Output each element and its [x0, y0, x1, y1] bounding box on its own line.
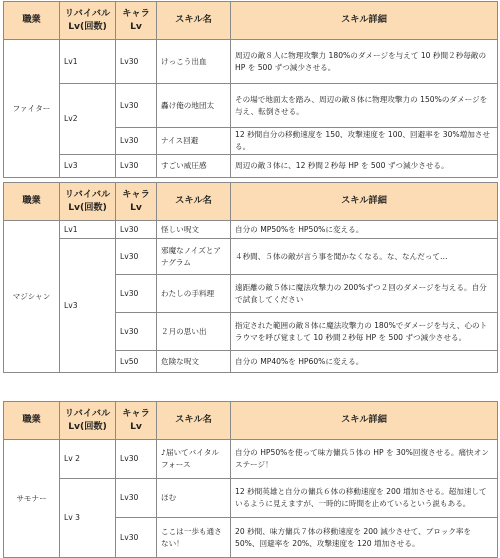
character-level: Lv30	[116, 275, 157, 313]
revival-level-header: リバイバル Lv(回数)	[60, 402, 116, 440]
skill-name-header: スキル名	[157, 402, 231, 440]
skill-name: ここは一歩も通さない！	[157, 518, 231, 558]
skill-name: すごい威圧感	[157, 155, 231, 178]
skill-name-header: スキル名	[157, 2, 231, 40]
revival-level: Lv3	[60, 239, 116, 373]
skill-name: けっこう出血	[157, 40, 231, 84]
character-level: Lv30	[116, 239, 157, 275]
character-level-header: キャラ Lv	[116, 183, 157, 221]
skill-detail: 自分の HP50%を使って味方傭兵５体の HP を 30%回復させる。痛快オンステージ！	[231, 440, 498, 479]
table-row	[4, 440, 498, 479]
skill-name: ２月の思い出	[157, 313, 231, 351]
revival-level: Lv 2	[60, 440, 116, 479]
job-name-magician: マジシャン	[4, 221, 60, 373]
skill-detail-header: スキル詳細	[231, 402, 498, 440]
skill-name: ♪届いてバイタルフォース	[157, 440, 231, 479]
fighter-skill-table	[3, 1, 498, 178]
skill-detail-header: スキル詳細	[231, 2, 498, 40]
skill-name: ナイス回避	[157, 128, 231, 155]
magician-skill-table	[3, 182, 498, 373]
skill-detail: ４秒間、５体の敵が言う事を聞かなくなる。な、なんだって…	[231, 239, 498, 275]
skill-detail: 20 秒間、味方傭兵７体の移動速度を 200 減少させて、ブロック率を 50%、回避率を 20%、攻撃速度を 120 増加させる。	[231, 518, 498, 558]
summoner-skill-table	[3, 401, 498, 558]
table-row	[4, 239, 498, 275]
character-level-header: キャラ Lv	[116, 2, 157, 40]
job-name-fighter: ファイター	[4, 40, 60, 178]
skill-name: 怪しい呪文	[157, 221, 231, 239]
job-name-summoner: サモナー	[4, 440, 60, 558]
character-level: Lv30	[116, 440, 157, 479]
character-level: Lv30	[116, 518, 157, 558]
header-row	[4, 2, 498, 40]
job-header: 職業	[4, 402, 60, 440]
skill-detail: 遠距離の敵５体に魔法攻撃力の 200%ずつ２回のダメージを与える。自分で試食してください	[231, 275, 498, 313]
character-level: Lv50	[116, 351, 157, 373]
table-row	[4, 479, 498, 518]
skill-name: 危険な呪文	[157, 351, 231, 373]
skill-name-header: スキル名	[157, 183, 231, 221]
character-level: Lv30	[116, 84, 157, 128]
skill-detail: 12 秒間英雄と自分の傭兵６体の移動速度を 200 増加させる。超加速しているように見えますが、一時的に時間を止めているという説もある。	[231, 479, 498, 518]
revival-level: Lv2	[60, 84, 116, 155]
character-level-header: キャラ Lv	[116, 402, 157, 440]
skill-name: わたしの手料理	[157, 275, 231, 313]
skill-name: 轟け俺の地団太	[157, 84, 231, 128]
skill-name: 邪魔なノイズとアナグラム	[157, 239, 231, 275]
header-row	[4, 183, 498, 221]
skill-detail: 指定された範囲の敵８体に魔法攻撃力の 180%でダメージを与え、心のトラウマを呼び覚まして 10 秒間２秒毎 HP を 500 ずつ減少させる。	[231, 313, 498, 351]
character-level: Lv30	[116, 313, 157, 351]
revival-level: Lv1	[60, 221, 116, 239]
character-level: Lv30	[116, 40, 157, 84]
character-level: Lv30	[116, 479, 157, 518]
table-row	[4, 40, 498, 84]
job-header: 職業	[4, 2, 60, 40]
table-row	[4, 221, 498, 239]
skill-detail: その場で地面太を踏み、周辺の敵８体に物理攻撃力の 150%のダメージを与え、転倒させる。	[231, 84, 498, 128]
skill-detail: 自分の MP40%を HP60%に変える。	[231, 351, 498, 373]
character-level: Lv30	[116, 155, 157, 178]
revival-level: Lv3	[60, 155, 116, 178]
skill-detail: 12 秒間自分の移動速度を 150、攻撃速度を 100、回避率を 30%増加させる。	[231, 128, 498, 155]
header-row	[4, 402, 498, 440]
table-row	[4, 84, 498, 128]
revival-level: Lv 3	[60, 479, 116, 558]
table-row	[4, 155, 498, 178]
skill-detail: 周辺の敵３体に、12 秒間２秒毎 HP を 500 ずつ減少させる。	[231, 155, 498, 178]
job-header: 職業	[4, 183, 60, 221]
skill-detail: 周辺の敵８人に物理攻撃力 180%のダメージを与えて 10 秒間２秒毎敵の HP を 500 ずつ減少させる。	[231, 40, 498, 84]
character-level: Lv30	[116, 128, 157, 155]
skill-detail: 自分の MP50%を HP50%に変える。	[231, 221, 498, 239]
revival-level-header: リバイバル Lv(回数)	[60, 2, 116, 40]
character-level: Lv30	[116, 221, 157, 239]
skill-name: ほむ	[157, 479, 231, 518]
skill-detail-header: スキル詳細	[231, 183, 498, 221]
revival-level: Lv1	[60, 40, 116, 84]
revival-level-header: リバイバル Lv(回数)	[60, 183, 116, 221]
